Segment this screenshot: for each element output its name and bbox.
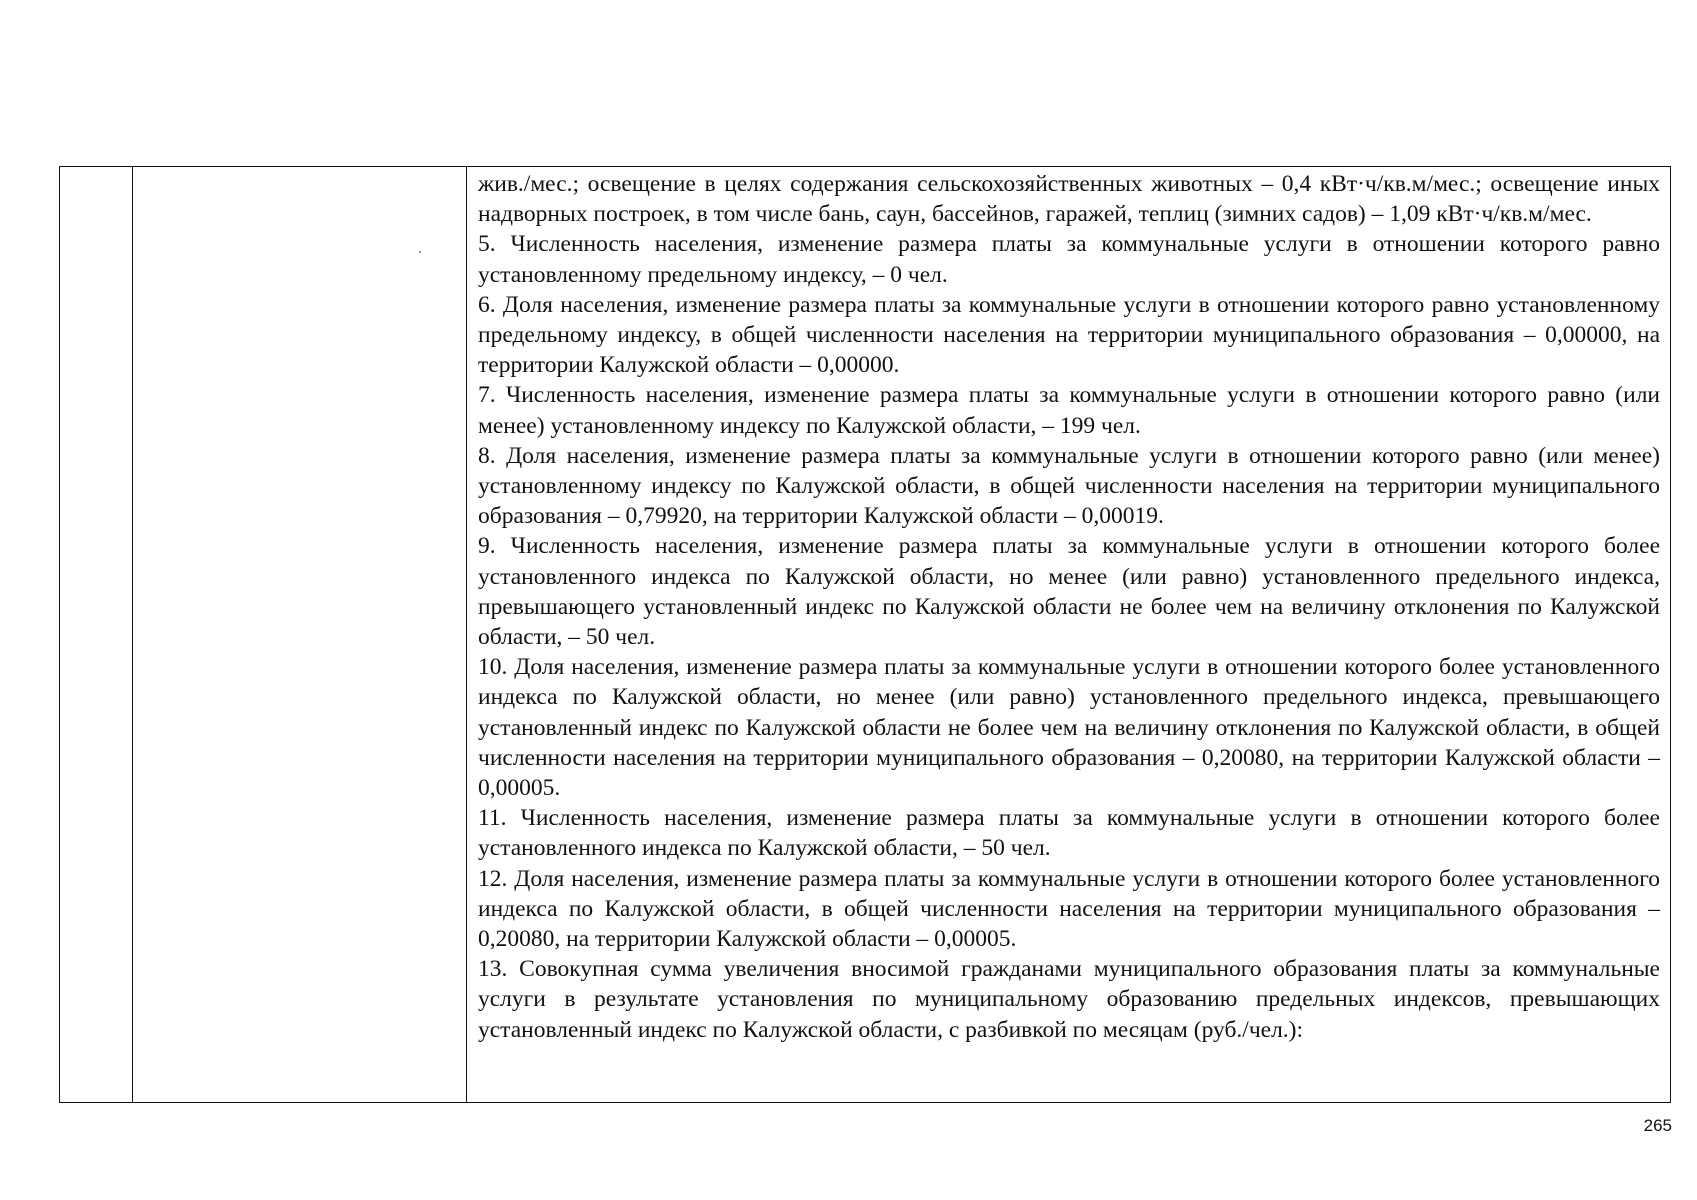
paragraph-item-7: 7. Численность населения, изменение размера платы за коммунальные услуги в отношении которого равно (или менее) установленному индексу по Калужской области, – 199 чел. (478, 382, 1660, 439)
document-table (59, 166, 1671, 1103)
paragraph-item-11: 11. Численность населения, изменение размера платы за коммунальные услуги в отношении которого более установленного индекса по Калужской области, – 50 чел. (478, 805, 1660, 862)
paragraph-item-10: 10. Доля населения, изменение размера платы за коммунальные услуги в отношении которого более установленного индекса по Калужской области, но менее (или равно) установленного предельного индекса, превышающего установленный индекс по Калужской области не более чем на величину отклонения по Калужской области, в общей численности населения на территории муниципального образования – 0,20080, на территории Калужской области – 0,00005. (478, 654, 1660, 802)
table-column-number (60, 167, 133, 1102)
scan-speck (419, 251, 421, 253)
paragraph-item-12: 12. Доля населения, изменение размера платы за коммунальные услуги в отношении которого более установленного индекса по Калужской области, в общей численности населения на территории муниципального образования – 0,20080, на территории Калужской области – 0,00005. (478, 865, 1660, 953)
paragraph-item-5: 5. Численность населения, изменение размера платы за коммунальные услуги в отношении которого равно установленному предельному индексу, – 0 чел. (478, 231, 1660, 288)
paragraph-item-6: 6. Доля населения, изменение размера платы за коммунальные услуги в отношении которого равно установленному предельному индексу, в общей численности населения на территории муниципального образования – 0,00000, на территории Калужской области – 0,00000. (478, 291, 1660, 379)
paragraph-continuation: жив./мес.; освещение в целях содержания сельскохозяйственных животных – 0,4 кВт·ч/кв.м/мес.; освещение иных надворных построек, в том числе бань, саун, бассейнов, гаражей, теплиц (зимних садов) – 1,09 кВт·ч/кв.м/мес. (478, 171, 1660, 228)
paragraph-item-13: 13. Совокупная сумма увеличения вносимой гражданами муниципального образования платы за коммунальные услуги в результате установления по муниципальному образованию предельных индексов, превышающих установленный индекс по Калужской области, с разбивкой по месяцам (руб./чел.): (478, 956, 1660, 1043)
table-column-name (133, 167, 467, 1102)
paragraph-item-8: 8. Доля населения, изменение размера платы за коммунальные услуги в отношении которого равно (или менее) установленному индексу по Калужской области, в общей численности населения на территории муниципального образования – 0,79920, на территории Калужской области – 0,00019. (478, 442, 1660, 530)
page-number: 265 (1643, 1116, 1672, 1135)
paragraph-item-9: 9. Численность населения, изменение размера платы за коммунальные услуги в отношении которого более установленного индекса по Калужской области, но менее (или равно) установленного предельного индекса, превышающего установленный индекс по Калужской области не более чем на величину отклонения по Калужской области, – 50 чел. (478, 533, 1660, 651)
table-column-content (467, 167, 1670, 1102)
